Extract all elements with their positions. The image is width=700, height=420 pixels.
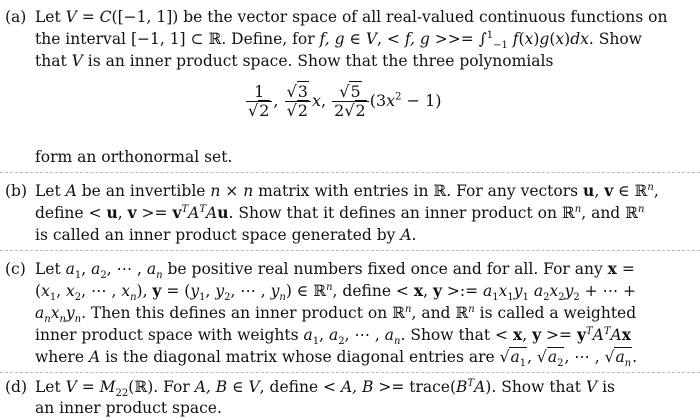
problem-c-line-3: $a_nx_ny_n$. Then this defines an inner product on ℝ$^n$, and ℝ$^n$ is called a weighted [35, 303, 637, 326]
problem-c-line-5: where A is the diagonal matrix whose diagonal entries are $√a_1$, $√a_2$, ⋯ , $√a_n$. [35, 348, 638, 370]
problem-a-line-3: that V is an inner product space. Show that the three polynomials [35, 52, 554, 70]
problem-a-label: (a) [5, 8, 27, 26]
problem-a-line-4: form an orthonormal set. [35, 148, 233, 166]
problem-c-line-2: ($x_1$, $x_2$, ⋯ , $x_n$), $y = (y_1$, $y_2$, ⋯ , $y_n$) ∈ ℝ$^n$, define < x, y >:= $a_1x_1y_1$ $a_2x_2y_2$ + ⋯ + [35, 281, 637, 304]
problem-b-line-2: define < u, $v >= v^TA^TAu$. Show that it defines an inner product on ℝ$^n$, and ℝ$^n$ [35, 203, 645, 222]
divider [0, 372, 700, 373]
problem-b-line-1: Let A be an invertible n × n matrix with entries in ℝ. For any vectors u, v ∈ ℝ$^n$, [35, 181, 659, 200]
problem-d-line-1: Let $V = M_{22}(ℝ)$. For A, B ∈ V, define < A, $B >= trace(B^TA)$. Show that V is [35, 377, 615, 400]
divider [0, 172, 700, 173]
divider [0, 250, 700, 251]
problem-b-line-3: is called an inner product space generated by A. [35, 226, 417, 244]
problem-b-label: (b) [5, 182, 28, 200]
problem-c-label: (c) [5, 260, 26, 278]
problem-c-line-1: Let $a_1$, $a_2$, ⋯ , $a_n$ be positive real numbers fixed once and for all. For any x = [35, 259, 635, 282]
orthonormal-polynomials-formula: $\frac{1}{√2}$ , $\frac{√3}{√2}$ x, $\frac{√5}{2√2}$ $(3x^2 - 1)$ [248, 82, 442, 120]
problem-a-line-2: the interval [−1, 1] ⊂ ℝ. Define, for f, g ∈ V, < f, g >>= ∫$^1_{-1}$ f(x)g(x)dx. Show [35, 29, 642, 52]
problem-a-line-1: Let V = C([−1, 1]) be the vector space of all real-valued continuous functions on [35, 8, 668, 26]
problem-d-label: (d) [5, 378, 28, 396]
problem-c-line-4: inner product space with weights $a_1$, $a_2$, ⋯ , $a_n$. Show that < x, $y >= y^TA^TAx$ [35, 325, 631, 348]
problem-d-line-2: an inner product space. [35, 399, 222, 417]
